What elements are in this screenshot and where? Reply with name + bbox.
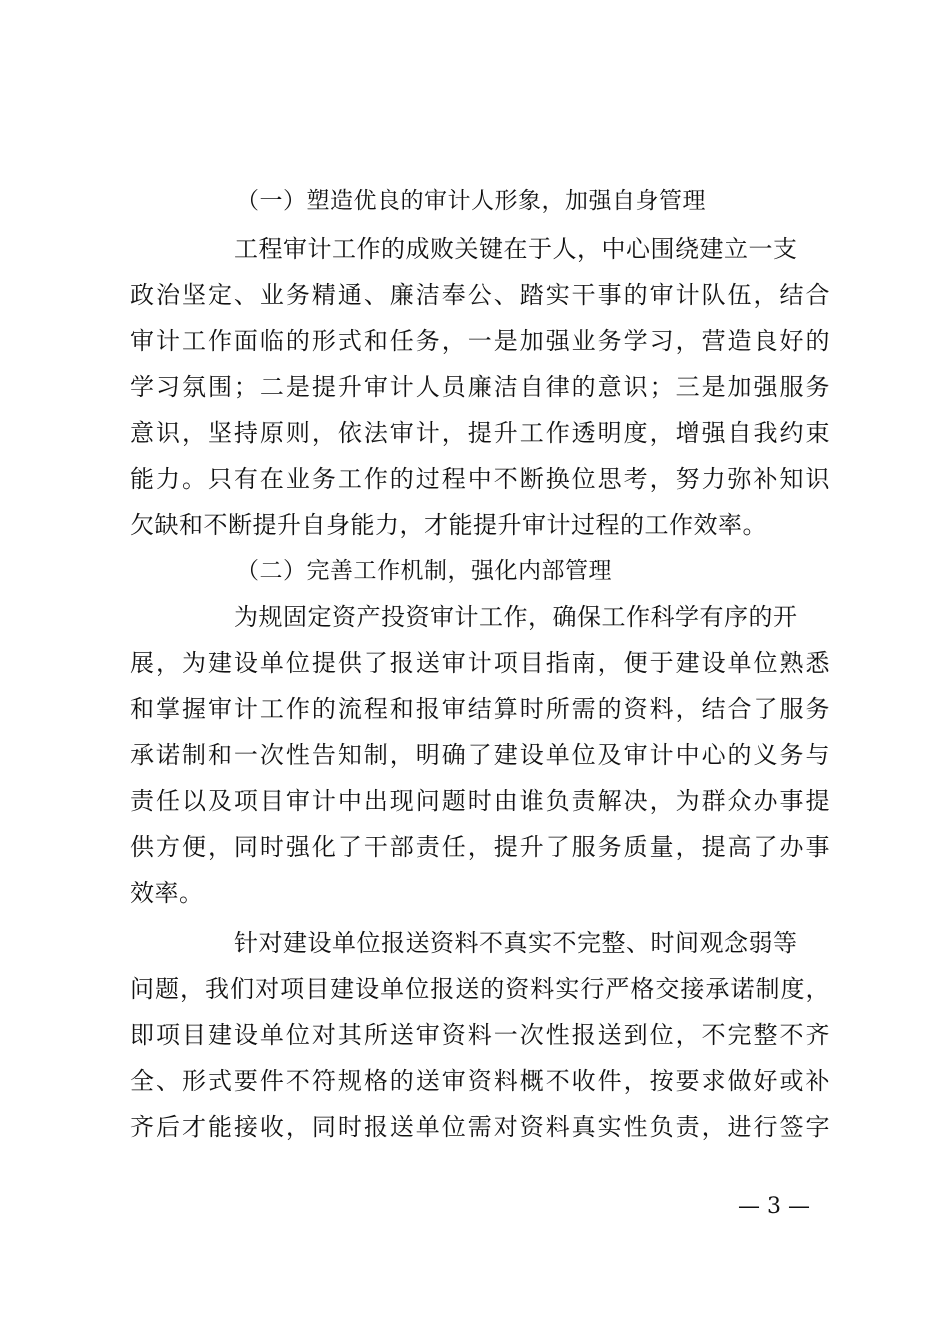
body-line: 政治坚定、业务精通、廉洁奉公、踏实干事的审计队伍，结合: [130, 281, 830, 309]
body-line: 审计工作面临的形式和任务，一是加强业务学习，营造良好的: [130, 327, 830, 355]
body-line: 欠缺和不断提升自身能力，才能提升审计过程的工作效率。: [130, 511, 767, 539]
body-line: 展，为建设单位提供了报送审计项目指南，便于建设单位熟悉: [130, 649, 830, 677]
body-line: 为规固定资产投资审计工作，确保工作科学有序的开: [234, 603, 798, 631]
body-line: 责任以及项目审计中出现问题时由谁负责解决，为群众办事提: [130, 787, 830, 815]
body-line: 能力。只有在业务工作的过程中不断换位思考，努力弥补知识: [130, 465, 830, 493]
body-line: 学习氛围；二是提升审计人员廉洁自律的意识；三是加强服务: [130, 373, 830, 401]
body-line: 问题，我们对项目建设单位报送的资料实行严格交接承诺制度，: [130, 975, 830, 1003]
body-line: 效率。: [130, 879, 204, 907]
body-line: 针对建设单位报送资料不真实不完整、时间观念弱等: [234, 929, 798, 957]
body-line: 即项目建设单位对其所送审资料一次性报送到位，不完整不齐: [130, 1021, 830, 1049]
section-heading-1: （一）塑造优良的审计人形象，加强自身管理: [236, 188, 706, 214]
body-line: 承诺制和一次性告知制，明确了建设单位及审计中心的义务与: [130, 741, 830, 769]
body-line: 供方便，同时强化了干部责任，提升了服务质量，提高了办事: [130, 833, 830, 861]
body-line: 意识，坚持原则，依法审计，提升工作透明度，增强自我约束: [130, 419, 830, 447]
body-line: 齐后才能接收，同时报送单位需对资料真实性负责，进行签字: [130, 1113, 830, 1141]
page-number: — 3 —: [738, 1194, 810, 1219]
section-heading-2: （二）完善工作机制，强化内部管理: [236, 558, 612, 584]
body-line: 全、形式要件不符规格的送审资料概不收件，按要求做好或补: [130, 1067, 830, 1095]
body-line: 和掌握审计工作的流程和报审结算时所需的资料，结合了服务: [130, 695, 830, 723]
body-line: 工程审计工作的成败关键在于人，中心围绕建立一支: [234, 235, 798, 263]
